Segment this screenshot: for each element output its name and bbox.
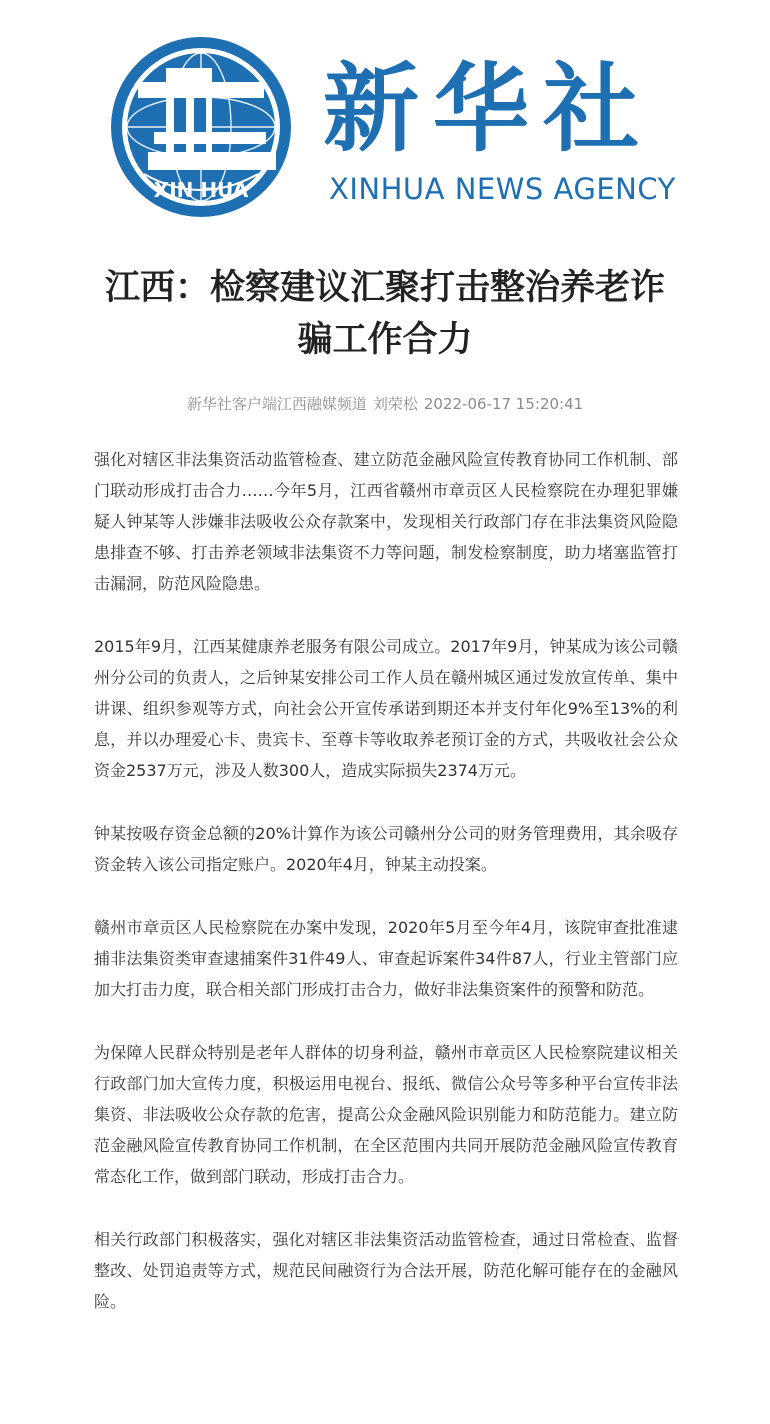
article-body: [94, 444, 678, 1349]
brand-calligraphy: [318, 50, 658, 168]
svg-text:XIN HUA: XIN HUA: [153, 178, 249, 202]
xinhua-emblem-icon: [108, 34, 294, 220]
masthead: [0, 0, 770, 240]
article-paragraph: 2015年9月，江西某健康养老服务有限公司成立。2017年9月，钟某成为该公司赣州分公司的负责人，之后钟某安排公司工作人员在赣州城区通过发放宣传单、集中讲课、组织参观等方式，向社会公开宣传承诺到期还本并支付年化9%至13%的利息，并以办理爱心卡、贵宾卡、至尊卡等收取养老预订金的方式，共吸收社会公众资金2537万元，涉及人数300人，造成实际损失2374万元。: [94, 637, 678, 780]
brand-english-name: XINHUA NEWS AGENCY: [329, 172, 676, 206]
article-author: 刘荣松: [372, 395, 418, 413]
article-paragraph: 强化对辖区非法集资活动监管检查、建立防范金融风险宣传教育协同工作机制、部门联动形成打击合力……今年5月，江西省赣州市章贡区人民检察院在办理犯罪嫌疑人钟某等人涉嫌非法吸收公众存款案中，发现相关行政部门存在非法集资风险隐患排查不够、打击养老领域非法集资不力等问题，制发检察制度，助力堵塞监管打击漏洞，防范风险隐患。: [94, 450, 678, 593]
article-byline: [0, 393, 770, 414]
article-datetime: 2022-06-17 15:20:41: [423, 395, 584, 413]
article-paragraph: 钟某按吸存资金总额的20%计算作为该公司赣州分公司的财务管理费用，其余吸存资金转入该公司指定账户。2020年4月，钟某主动投案。: [94, 824, 678, 874]
article-title: 江西：检察建议汇聚打击整治养老诈骗工作合力: [104, 268, 665, 360]
article-paragraph: 为保障人民群众特别是老年人群体的切身利益，赣州市章贡区人民检察院建议相关行政部门加大宣传力度，积极运用电视台、报纸、微信公众号等多种平台宣传非法集资、非法吸收公众存款的危害，提高公众金融风险识别能力和防范能力。建立防范金融风险宣传教育协同工作机制，在全区范围内共同开展防范金融风险宣传教育常态化工作，做到部门联动，形成打击合力。: [94, 1043, 678, 1186]
article-paragraph: 相关行政部门积极落实，强化对辖区非法集资活动监管检查，通过日常检查、监督整改、处罚追责等方式，规范民间融资行为合法开展，防范化解可能存在的金融风险。: [94, 1230, 678, 1311]
article-paragraph: 赣州市章贡区人民检察院在办案中发现，2020年5月至今年4月，该院审查批准逮捕非法集资类审查逮捕案件31件49人、审查起诉案件34件87人，行业主管部门应加大打击力度，联合相关部门形成打击合力，做好非法集资案件的预警和防范。: [94, 918, 678, 999]
article-source: 新华社客户端江西融媒频道: [186, 395, 367, 413]
svg-text:新华社: 新华社: [323, 52, 653, 165]
